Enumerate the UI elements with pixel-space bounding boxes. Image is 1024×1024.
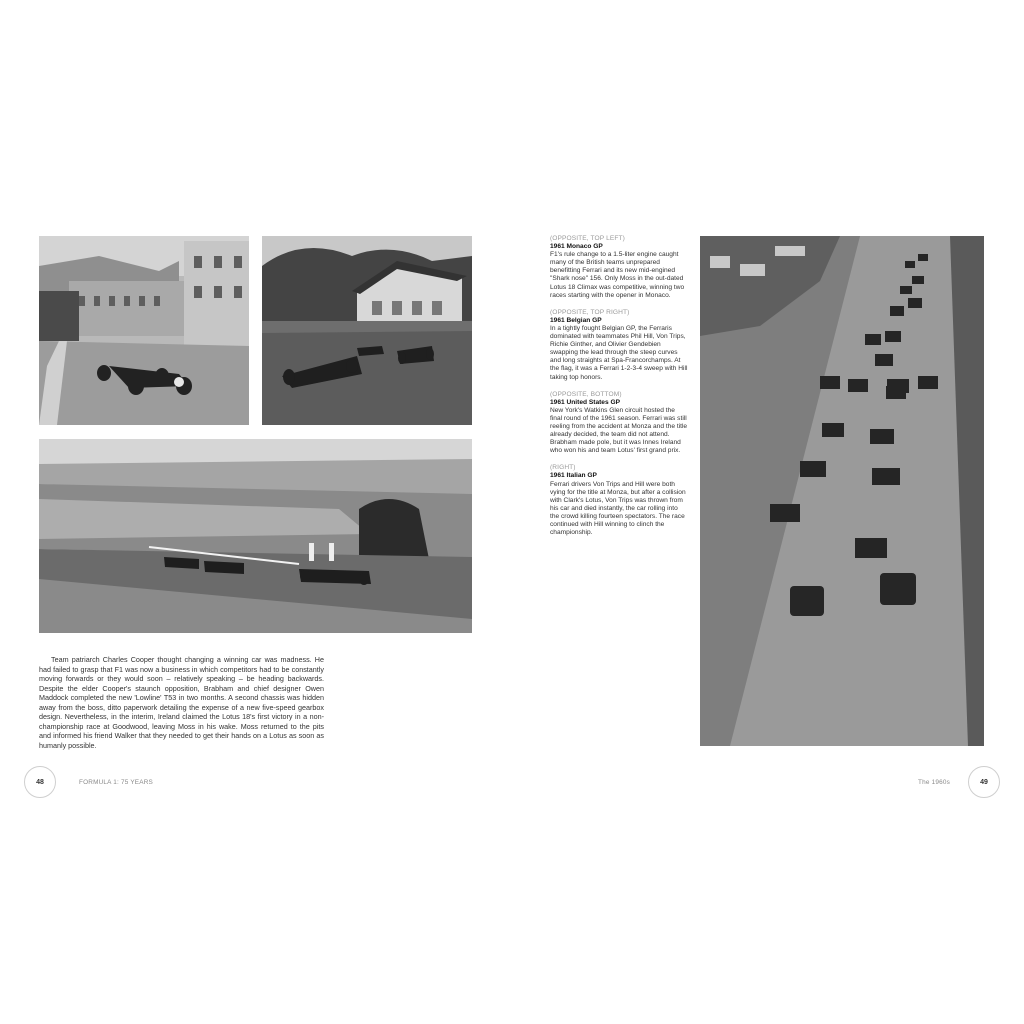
caption-title: 1961 United States GP — [550, 398, 620, 406]
caption-position: (RIGHT) — [550, 464, 576, 472]
caption-text: In a tightly fought Belgian GP, the Ferraris dominated with teammates Phil Hill, Von Trips, Richie Ginther, and Olivier Gendebien swapping the lead through the steep curves and long straights at Spa-Francorchamps. At the flag, it was a Ferrari 1-2-3-4 sweep with Hill taking top honors. — [550, 324, 688, 381]
caption-title: 1961 Italian GP — [550, 472, 597, 480]
running-head-left: FORMULA 1: 75 YEARS — [79, 779, 154, 786]
caption-text: Ferrari drivers Von Trips and Hill were both vying for the title at Monza, but after a collision with Clark's Lotus, Von Trips was thrown from his car and died instantly, the car rolling into the crowd killing fourteen spectators. The race continued with Hill winning to clinch the championship. — [550, 480, 686, 537]
caption-position: (OPPOSITE, TOP LEFT) — [550, 235, 625, 242]
caption-text: New York's Watkins Glen circuit hosted the final round of the 1961 season. Ferrari was still reeling from the accident at Monza and the title already decided, the team did not attend. Brabham made pole, but it was Innes Ireland who won his and team Lotus' first grand prix. — [550, 406, 688, 455]
photo-italian-gp — [700, 236, 984, 746]
photo-united-states-gp — [39, 439, 472, 633]
caption-position: (OPPOSITE, BOTTOM) — [550, 390, 622, 398]
caption-text: F1's rule change to a 1.5-liter engine caught many of the British teams unprepared benefitting Ferrari and its new mid-engined "Shark nose" 156. Only Moss in the out-dated Lotus 18 Climax was competitive, winning two races starting with the opener in Monaco. — [550, 251, 685, 299]
running-head-right: The 1960s — [918, 779, 950, 786]
photo-monaco-gp — [39, 236, 249, 425]
page-number-left: 48 — [24, 766, 56, 798]
caption-belgian — [550, 309, 688, 382]
caption-monaco — [550, 235, 688, 300]
caption-italian — [550, 464, 688, 537]
photo-belgian-gp — [262, 236, 472, 425]
caption-title: 1961 Monaco GP — [550, 243, 603, 251]
caption-position: (OPPOSITE, TOP RIGHT) — [550, 308, 630, 316]
body-text: Team patriarch Charles Cooper thought changing a winning car was madness. He had failed to grasp that F1 was now a business in which competitors had to be constantly moving forwards or they would soon – relatively speaking – be heading backwards. Despite the elder Cooper's staunch opposition, Brabham and chief designer Owen Maddock completed the new 'Lowline' T53 in two months. A second chassis was hidden away from the boss, ditto paperwork detailing the expense of a new five-speed gearbox design. Nevertheless, in the interim, Ireland claimed the Lotus 18's first victory in a non-championship race at Goodwood, leaving Moss in his wake. Moss returned to the pits and informed his friend Walker that they needed to get their hands on a Lotus as soon as humanly possible. — [39, 655, 324, 750]
caption-united-states — [550, 391, 688, 456]
captions-column — [550, 235, 688, 546]
page-number-right: 49 — [968, 766, 1000, 798]
caption-title: 1961 Belgian GP — [550, 316, 602, 324]
